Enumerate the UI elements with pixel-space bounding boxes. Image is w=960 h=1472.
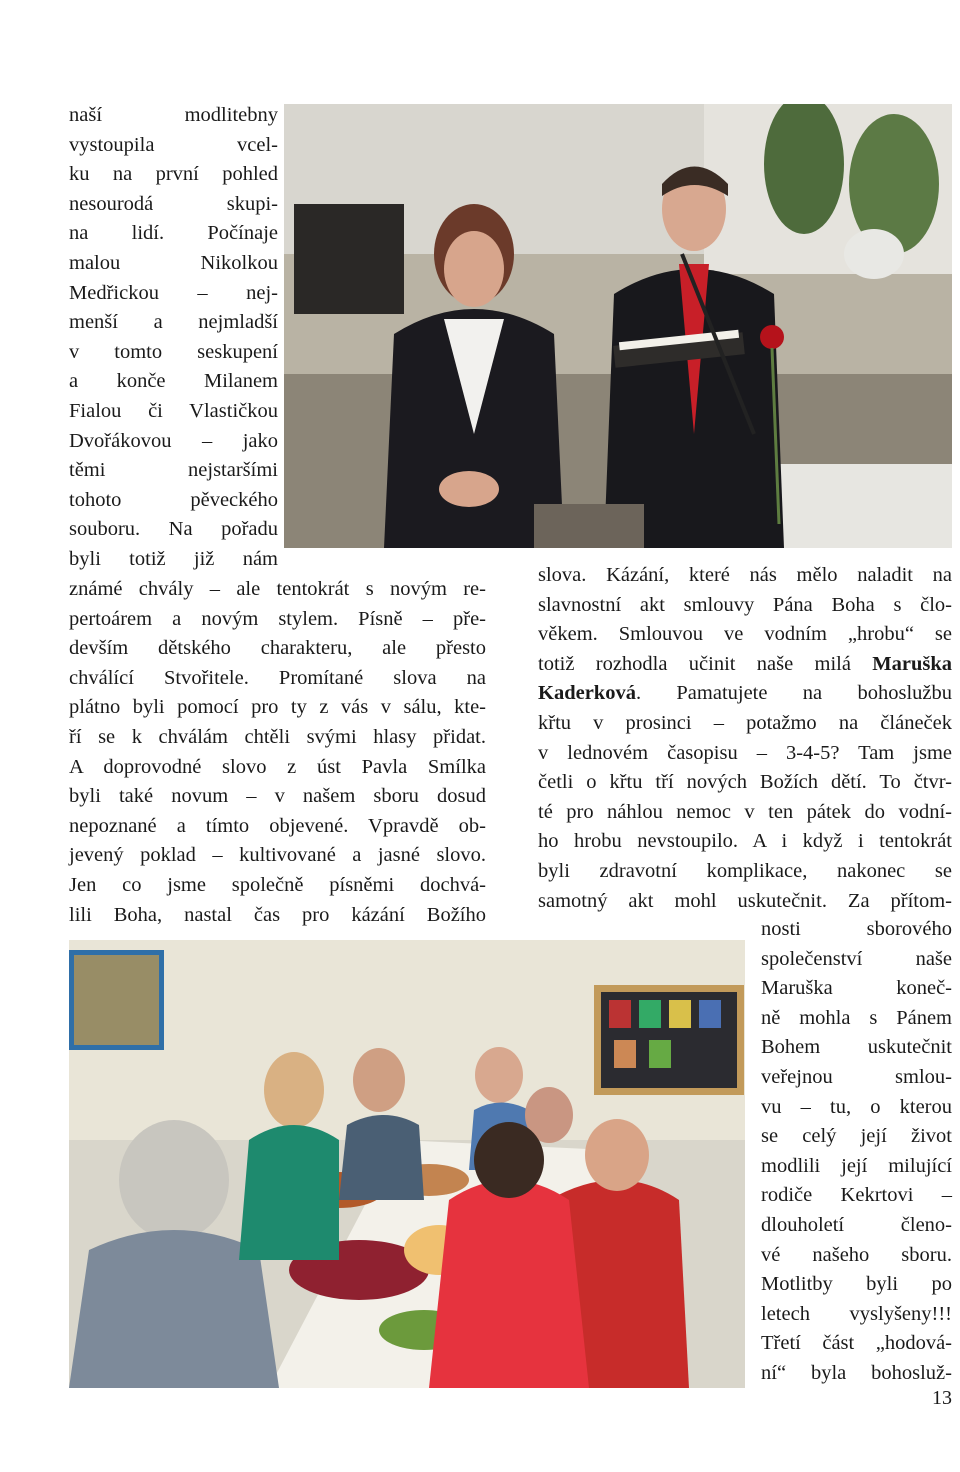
text-line: plátno byli pomocí pro ty z vás v sálu, kte-: [69, 696, 486, 719]
text-line: ní“ byla bohosluž-: [761, 1361, 952, 1384]
text-line: Třetí část „hodová-: [761, 1332, 952, 1355]
left-narrow-column: [69, 101, 278, 575]
photo-baptism-service: [284, 104, 952, 548]
text-line: nepoznané a tímto objevené. Vpravdě ob-: [69, 814, 486, 837]
text-line: slavnostní akt smlouvy Pána Boha s člo-: [538, 593, 952, 616]
text-line: vystoupila vcel-: [69, 133, 278, 156]
text-line: byli zdravotní komplikace, nakonec se: [538, 859, 952, 882]
text-line: lili Boha, nastal čas pro kázání Božího: [69, 903, 486, 926]
text-line: devším dětského charakteru, ale přesto: [69, 637, 486, 660]
text-line: slova. Kázání, které nás mělo naladit na: [538, 564, 952, 586]
text-line: modlili její milující: [761, 1154, 952, 1177]
text-line: na lidí. Počínaje: [69, 222, 278, 245]
text-line: ho hrobu nevstoupilo. A i když i tentokrát: [538, 830, 952, 853]
text-line: [538, 679, 952, 709]
text-line: chválící Stvořitele. Promítané slova na: [69, 666, 486, 689]
text-line: křtu v prosinci – potažmo na článeček: [538, 711, 952, 734]
right-narrow-column: [761, 915, 952, 1389]
text-line: Maruška koneč-: [761, 977, 952, 1000]
bold-name: Kaderková: [538, 682, 636, 705]
text-line: a konče Milanem: [69, 370, 278, 393]
text-line: Motlitby byli po: [761, 1273, 952, 1296]
photo-refreshments: [69, 940, 745, 1388]
text-line: souboru. Na pořadu: [69, 518, 278, 541]
text-line: veřejnou smlou-: [761, 1065, 952, 1088]
text-line: Bohem uskutečnit: [761, 1036, 952, 1059]
text-line: naší modlitebny: [69, 104, 278, 126]
text-line: vé našeho sboru.: [761, 1243, 952, 1266]
text-line: té pro náhlou nemoc v ten pátek do vodní-: [538, 800, 952, 823]
text-line: Medřickou – nej-: [69, 281, 278, 304]
text-line: věkem. Smlouvou ve vodním „hrobu“ se: [538, 623, 952, 646]
text-line: A doprovodné slovo z úst Pavla Smílka: [69, 755, 486, 778]
text-line: pertoárem a novým stylem. Písně – pře-: [69, 607, 486, 630]
text-line: byli totiž již nám: [69, 547, 278, 570]
text-run: totiž rozhodla učinit naše milá: [538, 652, 873, 675]
text-line: letech vyslyšeny!!!: [761, 1302, 952, 1325]
text-line: menší a nejmladší: [69, 311, 278, 334]
text-line: nosti sborového: [761, 918, 952, 940]
text-line: dlouholetí členo-: [761, 1213, 952, 1236]
text-line: společenství naše: [761, 947, 952, 970]
text-line: byli také novum – v našem sboru dosud: [69, 785, 486, 808]
text-line: malou Nikolkou: [69, 251, 278, 274]
text-line: rodiče Kekrtovi –: [761, 1184, 952, 1207]
text-line: ku na první pohled: [69, 163, 278, 186]
text-line: vu – tu, o kterou: [761, 1095, 952, 1118]
text-run: . Pamatujete na bohoslužbu: [635, 682, 952, 705]
text-line: Fialou či Vlastičkou: [69, 399, 278, 422]
text-line: ně mohla s Pánem: [761, 1006, 952, 1029]
text-line: v lednovém časopisu – 3-4-5? Tam jsme: [538, 741, 952, 764]
text-line: Jen co jsme společně písněmi dochvá-: [69, 873, 486, 896]
text-line: ří se k chválám chtěli svými hlasy přidat.: [69, 725, 486, 748]
bold-name: Maruška: [872, 652, 952, 675]
page-number: 13: [932, 1387, 952, 1409]
text-line: četli o křtu tří nových Božích dětí. To čtvr-: [538, 771, 952, 794]
text-line: nesourodá skupi-: [69, 192, 278, 215]
text-line: [538, 650, 952, 680]
text-line: samotný akt mohl uskutečnit. Za přítom-: [538, 889, 952, 912]
text-line: těmi nejstaršími: [69, 459, 278, 482]
left-wide-column: [69, 575, 486, 930]
text-line: se celý její život: [761, 1125, 952, 1148]
text-line: jevený poklad – kultivované a jasné slovo.: [69, 844, 486, 867]
text-line: Dvořákovou – jako: [69, 429, 278, 452]
text-line: v tomto seskupení: [69, 340, 278, 363]
text-line: tohoto pěveckého: [69, 488, 278, 511]
right-wide-column: [538, 561, 952, 916]
text-line: známé chvály – ale tentokrát s novým re-: [69, 578, 486, 600]
